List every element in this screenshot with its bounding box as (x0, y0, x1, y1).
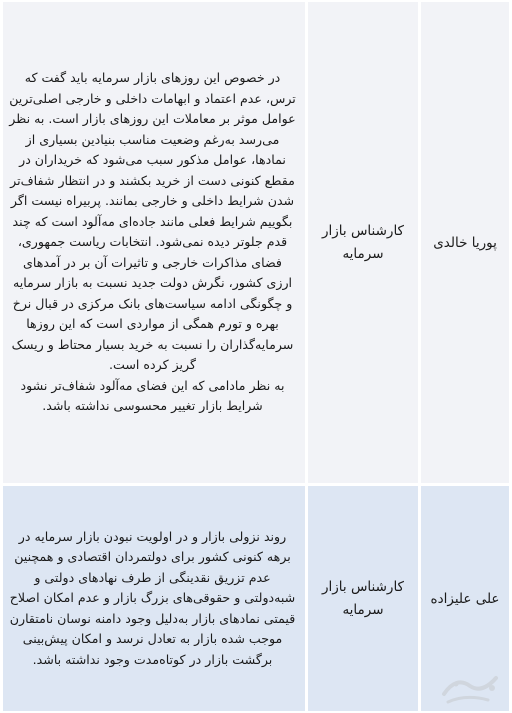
experts-table (3, 2, 509, 711)
opinion-paragraph: روند نزولی بازار و در اولویت نبودن بازار سرمایه در برهه کنونی کشور برای دولتمردان اقتصادی و همچنین عدم تزریق نقدینگی از طرف نهادهای دولتی و شبه‌دولتی و حقوقی‌های بزرگ بازار و عدم امکان اصلاح قیمتی نمادهای بازار به‌دلیل وجود دامنه نوسان نامتقارن موجب شده بازار به تعادل نرسد و امکان پیش‌بینی برگشت بازار در کوتاه‌مدت وجود نداشته باشد. (9, 528, 296, 667)
expert-name: پوریا خالدی (433, 234, 497, 251)
expert-opinion-cell (3, 2, 305, 483)
table-row (3, 486, 509, 711)
expert-opinion-cell (3, 486, 305, 711)
expert-role-cell (308, 2, 418, 483)
site-logo-watermark-icon (436, 664, 506, 709)
expert-role-cell (308, 486, 418, 711)
opinion-paragraph: به نظر مادامی که این فضای مه‌آلود شفاف‌تر نشود شرایط بازار تغییر محسوسی نداشته باشد. (20, 377, 285, 414)
opinion-paragraph: در خصوص این روزهای بازار سرمایه باید گفت که ترس، عدم اعتماد و ابهامات داخلی و خارجی اصلی‌ترین عوامل موثر بر معاملات این روزهای بازار است. به نظر می‌رسد به‌رغم وضعیت مناسب بنیادین بسیاری از نمادها، عوامل مذکور سبب می‌شود که خریداران در مقطع کنونی دست از خرید بکشند و در انتظار شفاف‌تر شدن شرایط داخلی و خارجی بمانند. پربیراه نیست اگر بگوییم شرایط فعلی مانند جاده‌ای مه‌آلود است که چند قدم جلوتر دیده نمی‌شود. انتخابات ریاست جمهوری، فضای مذاکرات خارجی و تاثیرات آن بر در آمدهای ارزی کشور، نگرش دولت جدید نسبت به بازار سرمایه و چگونگی ادامه سیاست‌های بانک مرکزی در قبال نرخ بهره و تورم همگی از مواردی است که این روزها سرمایه‌گذاران را نسبت به خرید بسیار محتاط و ریسک گریز کرده است. (9, 70, 296, 373)
expert-role: کارشناس بازار سرمایه (322, 222, 404, 262)
table-row (3, 2, 509, 483)
expert-name: علی علیزاده (430, 590, 500, 607)
expert-role: کارشناس بازار سرمایه (322, 578, 404, 618)
expert-name-cell (421, 2, 509, 483)
